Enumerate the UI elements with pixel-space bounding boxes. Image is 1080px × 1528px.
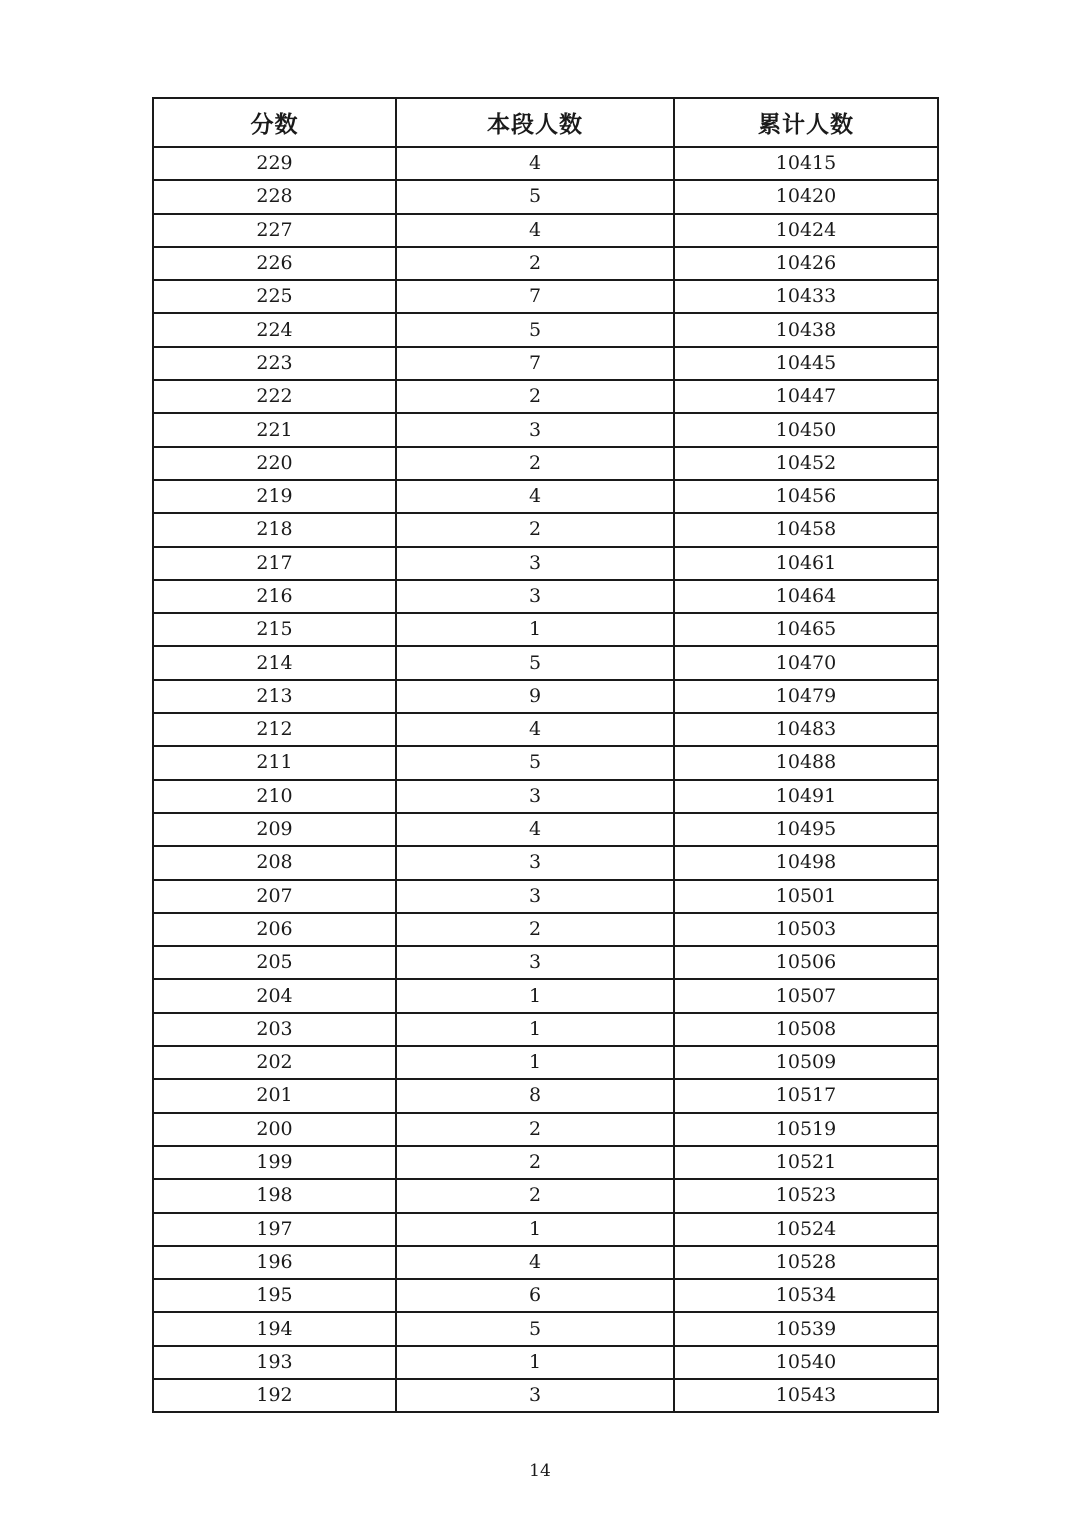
segment-count-cell: 1 — [396, 613, 674, 646]
table-header-row — [153, 98, 938, 147]
table-row — [153, 1379, 938, 1412]
table-row — [153, 979, 938, 1012]
segment-count-cell: 5 — [396, 646, 674, 679]
score-cell: 205 — [153, 946, 396, 979]
cumulative-count-cell: 10445 — [674, 347, 938, 380]
cumulative-count-cell: 10506 — [674, 946, 938, 979]
score-cell: 194 — [153, 1312, 396, 1345]
score-cell: 195 — [153, 1279, 396, 1312]
segment-count-cell: 2 — [396, 1113, 674, 1146]
cumulative-count-cell: 10433 — [674, 280, 938, 313]
cumulative-count-cell: 10503 — [674, 913, 938, 946]
cumulative-count-cell: 10540 — [674, 1346, 938, 1379]
cumulative-count-cell: 10517 — [674, 1079, 938, 1112]
table-row — [153, 1146, 938, 1179]
table-row — [153, 680, 938, 713]
score-cell: 227 — [153, 214, 396, 247]
table-row — [153, 1179, 938, 1212]
table-body — [153, 147, 938, 1412]
table-row — [153, 713, 938, 746]
cumulative-count-cell: 10450 — [674, 413, 938, 446]
table-row — [153, 447, 938, 480]
score-cell: 193 — [153, 1346, 396, 1379]
segment-count-cell: 2 — [396, 1179, 674, 1212]
cumulative-count-cell: 10508 — [674, 1013, 938, 1046]
segment-count-cell: 2 — [396, 513, 674, 546]
score-cell: 214 — [153, 646, 396, 679]
segment-count-cell: 3 — [396, 880, 674, 913]
score-cell: 222 — [153, 380, 396, 413]
score-cell: 223 — [153, 347, 396, 380]
table-row — [153, 347, 938, 380]
table-row — [153, 1312, 938, 1345]
score-cell: 198 — [153, 1179, 396, 1212]
segment-count-cell: 4 — [396, 713, 674, 746]
header-cumulative-count: 累计人数 — [674, 98, 938, 147]
cumulative-count-cell: 10498 — [674, 846, 938, 879]
score-cell: 229 — [153, 147, 396, 180]
header-score: 分数 — [153, 98, 396, 147]
score-distribution-table — [152, 97, 939, 1413]
score-cell: 220 — [153, 447, 396, 480]
score-cell: 203 — [153, 1013, 396, 1046]
table-row — [153, 1079, 938, 1112]
segment-count-cell: 7 — [396, 280, 674, 313]
cumulative-count-cell: 10426 — [674, 247, 938, 280]
score-cell: 221 — [153, 413, 396, 446]
table-row — [153, 646, 938, 679]
table-row — [153, 147, 938, 180]
table-row — [153, 746, 938, 779]
cumulative-count-cell: 10438 — [674, 313, 938, 346]
cumulative-count-cell: 10495 — [674, 813, 938, 846]
cumulative-count-cell: 10521 — [674, 1146, 938, 1179]
score-cell: 200 — [153, 1113, 396, 1146]
score-cell: 217 — [153, 547, 396, 580]
score-cell: 199 — [153, 1146, 396, 1179]
score-cell: 212 — [153, 713, 396, 746]
table-row — [153, 247, 938, 280]
segment-count-cell: 5 — [396, 313, 674, 346]
segment-count-cell: 2 — [396, 380, 674, 413]
cumulative-count-cell: 10456 — [674, 480, 938, 513]
cumulative-count-cell: 10452 — [674, 447, 938, 480]
table-row — [153, 780, 938, 813]
table-row — [153, 813, 938, 846]
table-row — [153, 1113, 938, 1146]
table-row — [153, 380, 938, 413]
segment-count-cell: 4 — [396, 147, 674, 180]
cumulative-count-cell: 10470 — [674, 646, 938, 679]
segment-count-cell: 2 — [396, 1146, 674, 1179]
segment-count-cell: 9 — [396, 680, 674, 713]
cumulative-count-cell: 10483 — [674, 713, 938, 746]
score-cell: 192 — [153, 1379, 396, 1412]
cumulative-count-cell: 10458 — [674, 513, 938, 546]
cumulative-count-cell: 10528 — [674, 1246, 938, 1279]
segment-count-cell: 2 — [396, 913, 674, 946]
table-row — [153, 280, 938, 313]
cumulative-count-cell: 10461 — [674, 547, 938, 580]
segment-count-cell: 2 — [396, 247, 674, 280]
score-cell: 211 — [153, 746, 396, 779]
segment-count-cell: 6 — [396, 1279, 674, 1312]
table-row — [153, 880, 938, 913]
cumulative-count-cell: 10465 — [674, 613, 938, 646]
table-row — [153, 613, 938, 646]
table-row — [153, 313, 938, 346]
segment-count-cell: 4 — [396, 813, 674, 846]
segment-count-cell: 4 — [396, 1246, 674, 1279]
table-row — [153, 846, 938, 879]
cumulative-count-cell: 10543 — [674, 1379, 938, 1412]
table-row — [153, 413, 938, 446]
cumulative-count-cell: 10539 — [674, 1312, 938, 1345]
segment-count-cell: 3 — [396, 846, 674, 879]
table-row — [153, 513, 938, 546]
cumulative-count-cell: 10491 — [674, 780, 938, 813]
segment-count-cell: 5 — [396, 746, 674, 779]
score-cell: 228 — [153, 180, 396, 213]
segment-count-cell: 3 — [396, 1379, 674, 1412]
cumulative-count-cell: 10464 — [674, 580, 938, 613]
cumulative-count-cell: 10501 — [674, 880, 938, 913]
table-row — [153, 480, 938, 513]
cumulative-count-cell: 10523 — [674, 1179, 938, 1212]
table-row — [153, 1213, 938, 1246]
score-cell: 213 — [153, 680, 396, 713]
table-row — [153, 1013, 938, 1046]
segment-count-cell: 1 — [396, 1346, 674, 1379]
cumulative-count-cell: 10420 — [674, 180, 938, 213]
cumulative-count-cell: 10479 — [674, 680, 938, 713]
table-row — [153, 547, 938, 580]
segment-count-cell: 3 — [396, 413, 674, 446]
segment-count-cell: 1 — [396, 1013, 674, 1046]
score-cell: 197 — [153, 1213, 396, 1246]
segment-count-cell: 3 — [396, 946, 674, 979]
score-cell: 225 — [153, 280, 396, 313]
table-row — [153, 1346, 938, 1379]
cumulative-count-cell: 10488 — [674, 746, 938, 779]
table-row — [153, 580, 938, 613]
cumulative-count-cell: 10509 — [674, 1046, 938, 1079]
score-cell: 224 — [153, 313, 396, 346]
table-row — [153, 946, 938, 979]
table-row — [153, 1279, 938, 1312]
header-segment-count: 本段人数 — [396, 98, 674, 147]
cumulative-count-cell: 10415 — [674, 147, 938, 180]
table-row — [153, 180, 938, 213]
cumulative-count-cell: 10519 — [674, 1113, 938, 1146]
table-row — [153, 214, 938, 247]
segment-count-cell: 5 — [396, 180, 674, 213]
segment-count-cell: 4 — [396, 214, 674, 247]
score-cell: 201 — [153, 1079, 396, 1112]
cumulative-count-cell: 10524 — [674, 1213, 938, 1246]
cumulative-count-cell: 10447 — [674, 380, 938, 413]
score-cell: 226 — [153, 247, 396, 280]
segment-count-cell: 8 — [396, 1079, 674, 1112]
score-cell: 206 — [153, 913, 396, 946]
cumulative-count-cell: 10424 — [674, 214, 938, 247]
score-cell: 218 — [153, 513, 396, 546]
segment-count-cell: 4 — [396, 480, 674, 513]
score-cell: 207 — [153, 880, 396, 913]
score-cell: 202 — [153, 1046, 396, 1079]
score-cell: 216 — [153, 580, 396, 613]
segment-count-cell: 1 — [396, 979, 674, 1012]
page-number: 14 — [529, 1461, 551, 1481]
score-cell: 210 — [153, 780, 396, 813]
score-cell: 204 — [153, 979, 396, 1012]
segment-count-cell: 5 — [396, 1312, 674, 1345]
segment-count-cell: 3 — [396, 580, 674, 613]
segment-count-cell: 3 — [396, 780, 674, 813]
table-row — [153, 1046, 938, 1079]
segment-count-cell: 3 — [396, 547, 674, 580]
segment-count-cell: 2 — [396, 447, 674, 480]
cumulative-count-cell: 10534 — [674, 1279, 938, 1312]
score-cell: 196 — [153, 1246, 396, 1279]
segment-count-cell: 7 — [396, 347, 674, 380]
score-cell: 209 — [153, 813, 396, 846]
score-cell: 215 — [153, 613, 396, 646]
table-row — [153, 913, 938, 946]
cumulative-count-cell: 10507 — [674, 979, 938, 1012]
segment-count-cell: 1 — [396, 1213, 674, 1246]
segment-count-cell: 1 — [396, 1046, 674, 1079]
score-cell: 208 — [153, 846, 396, 879]
table-row — [153, 1246, 938, 1279]
score-cell: 219 — [153, 480, 396, 513]
